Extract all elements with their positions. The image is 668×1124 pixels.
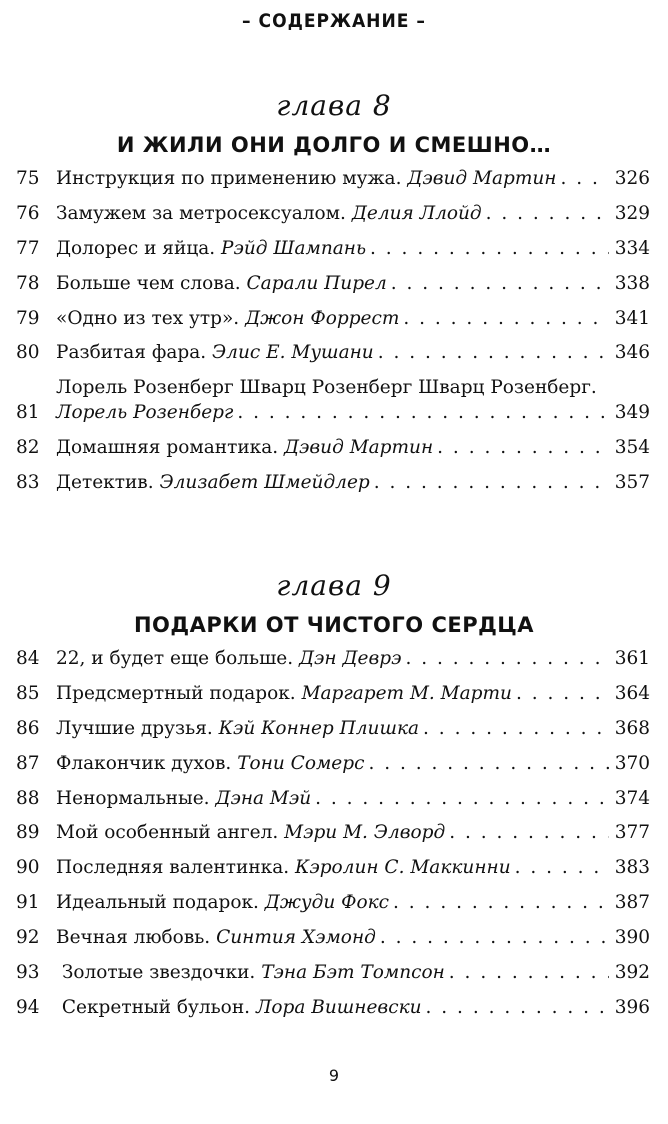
entry-author: Маргарет М. Марти [301, 682, 512, 704]
toc-entry[interactable] [0, 683, 668, 705]
entry-number: 78 [16, 272, 40, 294]
page-number: 9 [328, 1066, 340, 1085]
entry-number: 80 [16, 342, 40, 364]
dot-leader [423, 718, 609, 740]
chapter-8 [0, 86, 668, 507]
toc-entry[interactable] [0, 238, 668, 260]
entry-page: 346 [614, 342, 650, 364]
entry-author: Сарали Пирел [246, 272, 387, 294]
entry-title: Секретный бульон. [56, 996, 251, 1018]
entry-title: Вечная любовь. [56, 927, 211, 949]
entry-author: Джон Форрест [245, 307, 400, 329]
entry-author: Кэролин С. Маккинни [295, 857, 511, 879]
chapter-label: глава 8 [276, 89, 392, 122]
entry-author: Синтия Хэмонд [216, 927, 376, 949]
dot-leader [391, 273, 609, 295]
entry-number: 82 [16, 437, 40, 459]
dot-leader [393, 892, 609, 914]
entry-author: Мэри М. Элворд [284, 822, 446, 844]
entry-page: 334 [614, 237, 650, 259]
entry-author: Тони Сомерс [237, 752, 365, 774]
entry-number: 75 [16, 168, 40, 189]
entry-author: Дэвид Мартин [284, 437, 434, 459]
entry-number: 83 [16, 472, 40, 494]
entry-number: 81 [16, 402, 40, 424]
entry-title: Домашняя романтика. [56, 437, 279, 459]
entry-title: Разбитая фара. [56, 342, 207, 364]
dot-leader [380, 927, 609, 949]
entry-page: 392 [614, 962, 650, 984]
dot-leader [449, 822, 608, 844]
entry-number: 90 [16, 857, 40, 879]
entry-title: Предсмертный подарок. [56, 682, 296, 704]
dot-leader [370, 238, 609, 260]
toc-entry[interactable] [0, 472, 668, 494]
entry-author: Дэвид Мартин [407, 168, 557, 189]
entry-number: 88 [16, 787, 40, 809]
toc-entry[interactable] [0, 788, 668, 810]
toc-entry[interactable] [0, 342, 668, 364]
entry-author: Лора Вишневски [255, 996, 422, 1018]
entry-page: 349 [614, 402, 650, 424]
entry-title: Долорес и яйца. [56, 237, 216, 259]
entry-number: 94 [16, 996, 40, 1018]
entry-page: 377 [614, 822, 650, 844]
entry-title: Мой особенный ангел. [56, 822, 279, 844]
dot-leader [486, 203, 609, 225]
chapter-9 [0, 566, 668, 1032]
running-head: – СОДЕРЖАНИЕ – [242, 10, 426, 32]
entry-author: Кэй Коннер Плишка [218, 717, 420, 739]
toc-entry[interactable] [0, 857, 668, 879]
toc-entry[interactable] [0, 203, 668, 225]
toc-entry[interactable] [0, 168, 668, 190]
toc-entry[interactable] [0, 273, 668, 295]
toc-entry[interactable] [0, 822, 668, 844]
entry-page: 354 [614, 437, 650, 459]
dot-leader [561, 168, 609, 190]
entry-author: Дэна Мэй [215, 787, 312, 809]
entry-page: 390 [614, 927, 650, 949]
entry-number: 77 [16, 237, 40, 259]
dot-leader [516, 683, 609, 705]
toc-entry[interactable] [0, 437, 668, 459]
entry-author: Элис Е. Мушани [212, 342, 374, 364]
toc-entry[interactable] [0, 648, 668, 670]
entry-page: 370 [614, 752, 650, 774]
entry-title: Ненормальные. [56, 787, 210, 809]
entry-number: 85 [16, 682, 40, 704]
dot-leader [437, 437, 609, 459]
toc-entry[interactable] [0, 962, 668, 984]
entry-number: 76 [16, 202, 40, 224]
entry-title: Больше чем слова. [56, 272, 241, 294]
toc-entry[interactable] [0, 308, 668, 330]
toc-entry[interactable] [0, 377, 668, 424]
entry-author: Джуди Фокс [264, 892, 390, 914]
entry-title: Инструкция по применению мужа. [56, 168, 402, 189]
entry-author: Дэн Деврэ [299, 648, 402, 669]
entry-title: Замужем за метросексуалом. [56, 202, 346, 224]
entry-page: 326 [614, 168, 650, 189]
entry-number: 89 [16, 822, 40, 844]
entry-page: 396 [614, 996, 650, 1018]
dot-leader [403, 308, 608, 330]
toc-list [0, 168, 668, 494]
entry-title: Лорель Розенберг Шварц Розенберг Шварц Розенберг. [56, 377, 597, 399]
entry-number: 92 [16, 927, 40, 949]
chapter-title: И ЖИЛИ ОНИ ДОЛГО И СМЕШНО… [116, 133, 552, 157]
dot-leader [405, 648, 608, 670]
entry-author: Тэна Бэт Томпсон [261, 962, 445, 984]
entry-title: Детектив. [56, 472, 154, 494]
entry-title: Лучшие друзья. [56, 717, 213, 739]
toc-list [0, 648, 668, 1019]
entry-page: 368 [614, 717, 650, 739]
toc-entry[interactable] [0, 753, 668, 775]
entry-page: 387 [614, 892, 650, 914]
dot-leader [426, 997, 609, 1019]
toc-entry[interactable] [0, 997, 668, 1019]
entry-author: Лорель Розенберг [56, 402, 234, 424]
entry-page: 361 [614, 648, 650, 669]
entry-number: 79 [16, 307, 40, 329]
entry-title: Золотые звездочки. [56, 962, 256, 984]
entry-author: Элизабет Шмейдлер [159, 472, 370, 494]
dot-leader [368, 753, 608, 775]
dot-leader [515, 857, 609, 879]
chapter-label: глава 9 [276, 569, 392, 602]
entry-page: 383 [614, 857, 650, 879]
entry-number: 93 [16, 962, 40, 984]
dot-leader [449, 962, 609, 984]
entry-number: 87 [16, 752, 40, 774]
entry-title: Флакончик духов. [56, 752, 232, 774]
entry-author: Рэйд Шампань [221, 237, 367, 259]
entry-page: 364 [614, 682, 650, 704]
chapter-title: ПОДАРКИ ОТ ЧИСТОГО СЕРДЦА [133, 613, 535, 637]
dot-leader [378, 342, 609, 364]
entry-page: 329 [614, 202, 650, 224]
dot-leader [374, 472, 609, 494]
toc-entry[interactable] [0, 718, 668, 740]
entry-title: 22, и будет еще больше. [56, 648, 294, 669]
entry-page: 341 [614, 307, 650, 329]
dot-leader [315, 788, 609, 810]
entry-page: 338 [614, 272, 650, 294]
entry-title: «Одно из тех утр». [56, 307, 240, 329]
dot-leader [237, 402, 608, 424]
entry-number: 86 [16, 717, 40, 739]
entry-title: Идеальный подарок. [56, 892, 259, 914]
entry-number: 91 [16, 892, 40, 914]
entry-title: Последняя валентинка. [56, 857, 290, 879]
toc-entry[interactable] [0, 892, 668, 914]
entry-page: 374 [614, 787, 650, 809]
toc-entry[interactable] [0, 927, 668, 949]
entry-number: 84 [16, 648, 40, 669]
entry-page: 357 [614, 472, 650, 494]
entry-author: Делия Ллойд [351, 202, 482, 224]
